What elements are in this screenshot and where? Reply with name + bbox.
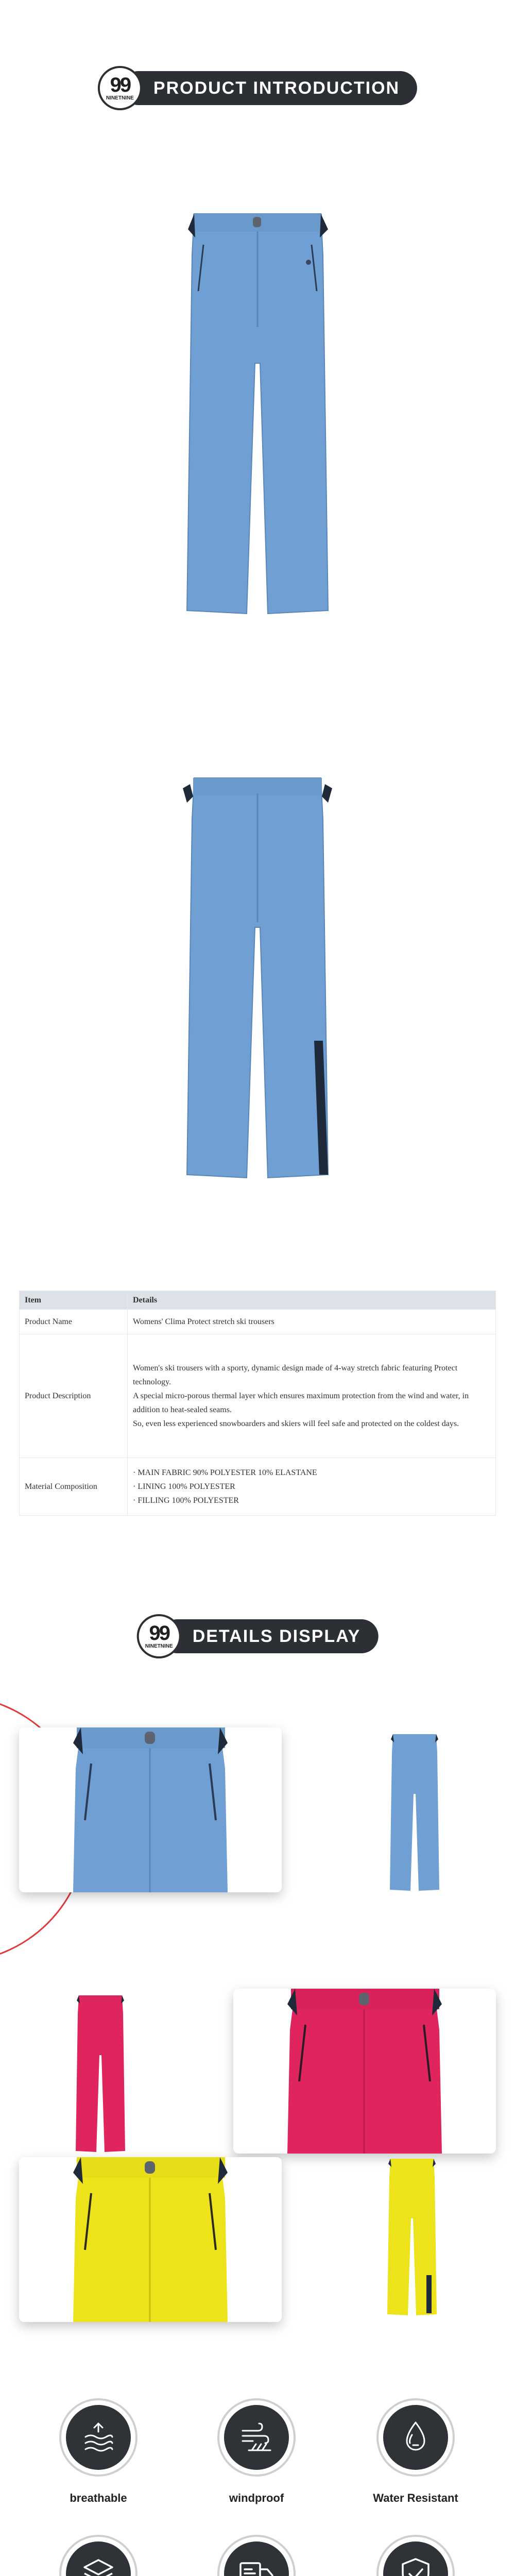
small-image-blue	[389, 1732, 440, 1892]
row-value: Women's ski trousers with a sporty, dynamic design made of 4-way stretch fabric featuring Protect technology. A special micro-porous thermal layer which ensures maximum protection from the wind and water, in addition to heat-sealed seams. So, even less experienced snowboarders and skiers will feel safe and protected on the coldest days.	[128, 1334, 496, 1458]
detail-card-blue-closeup	[19, 1727, 282, 1892]
feature-label: windproof	[229, 2492, 284, 2504]
section-title: DETAILS DISPLAY	[192, 1626, 361, 1646]
section-title-bar	[122, 71, 417, 105]
shield-check-icon	[398, 2556, 434, 2576]
section-header-product-introduction	[98, 66, 417, 110]
brand-logo: 99 NINETNINE	[98, 66, 142, 110]
table-row	[20, 1310, 496, 1334]
feature-water-resistant	[359, 2398, 472, 2505]
blue-closeup-image	[19, 1727, 282, 1892]
feature-thickened-material	[42, 2535, 155, 2576]
table-row	[20, 1458, 496, 1516]
product-info-table	[19, 1291, 496, 1516]
brand-logo: 99 NINETNINE	[137, 1614, 181, 1658]
yellow-closeup-image	[19, 2157, 282, 2322]
feature-quality-assurance	[359, 2535, 472, 2576]
row-label: Product Name	[20, 1310, 128, 1334]
row-value: · MAIN FABRIC 90% POLYESTER 10% ELASTANE · LINING 100% POLYESTER · FILLING 100% POLYESTER	[128, 1458, 496, 1516]
section-title-bar	[161, 1619, 379, 1653]
section-header-details-display	[137, 1614, 379, 1658]
table-header-details: Details	[128, 1291, 496, 1310]
row-label: Material Composition	[20, 1458, 128, 1516]
small-image-pink	[75, 1993, 126, 2153]
water-resistant-icon	[398, 2419, 434, 2455]
feature-spot-quick-delivery	[200, 2535, 313, 2576]
product-image-back	[183, 773, 332, 1185]
product-image-front	[183, 209, 332, 621]
pink-closeup-image	[233, 1989, 496, 2154]
row-value: Womens' Clima Protect stretch ski trousers	[128, 1310, 496, 1334]
feature-breathable	[42, 2398, 155, 2505]
detail-card-pink-closeup	[233, 1989, 496, 2154]
feature-windproof	[200, 2398, 313, 2505]
section-title: PRODUCT INTRODUCTION	[153, 78, 400, 98]
breathable-icon	[80, 2419, 116, 2455]
windproof-icon	[238, 2419, 274, 2455]
row-label: Product Description	[20, 1334, 128, 1458]
feature-label: Water Resistant	[373, 2492, 458, 2504]
feature-label: breathable	[70, 2492, 127, 2504]
layers-icon	[80, 2556, 116, 2576]
small-image-yellow	[386, 2157, 438, 2316]
table-row	[20, 1334, 496, 1458]
detail-card-yellow-closeup	[19, 2157, 282, 2322]
delivery-truck-icon	[237, 2556, 276, 2576]
table-header-item: Item	[20, 1291, 128, 1310]
